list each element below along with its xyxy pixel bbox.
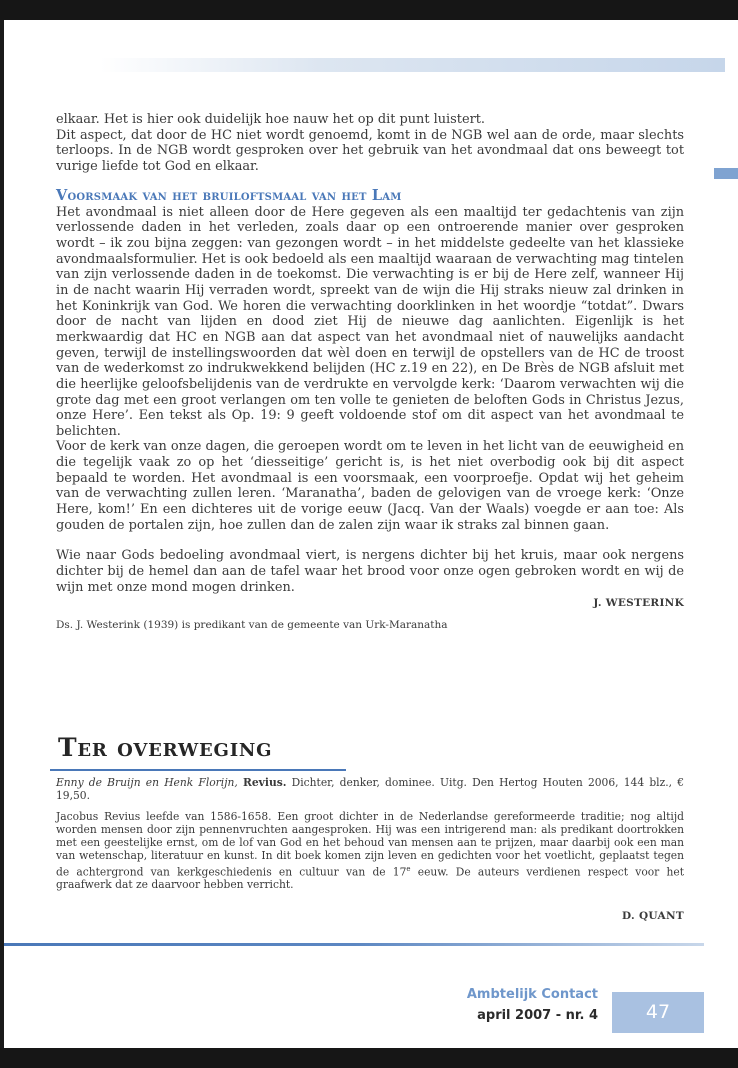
book-review [56, 776, 684, 891]
header-gradient-band [100, 58, 725, 72]
article-author: J. WESTERINK [593, 597, 684, 610]
page-frame-top [0, 0, 738, 20]
reviewer: D. QUANT [622, 910, 684, 922]
article [56, 112, 684, 631]
author-note: Ds. J. Westerink (1939) is predikant van de gemeente van Urk-Maranatha [56, 619, 448, 632]
footer-issue: april 2007 - nr. 4 [477, 1008, 598, 1023]
book-authors: Enny de Bruijn en Henk Florijn, [56, 776, 238, 789]
book-citation [56, 776, 684, 802]
review-body-superscript: e [406, 864, 411, 873]
book-details: Dichter, denker, dominee. Uitg. Den Hertog Houten 2006, 144 blz., € 19,50. [56, 776, 685, 803]
side-tab-marker [714, 168, 738, 179]
article-paragraph: Wie naar Gods bedoeling avondmaal viert, is nergens dichter bij het kruis, maar ook nergens dichter bij de hemel dan aan de tafel waar het brood voor onze ogen gebroken wordt en wij de wijn met onze mond mogen drinken. [56, 548, 684, 595]
review-body [56, 810, 684, 891]
page-frame-bottom [0, 1048, 738, 1068]
section-title: Ter overweging [58, 733, 273, 762]
section-title-underline [50, 769, 346, 771]
footer-rule [4, 943, 704, 946]
page-frame-left [0, 20, 4, 1048]
article-subheading [56, 187, 684, 205]
article-paragraph: Voor de kerk van onze dagen, die geroepen wordt om te leven in het licht van de eeuwigheid en die tegelijk vaak zo op het ‘diesseitige’ gericht is, is het niet overbodig ook bij dit aspect bepaald te worden. Het avondmaal is een voorsmaak, een voorproefje. Opdat wij het geheim van de verwachting zullen leren. ‘Maranatha’, baden de gelovigen van de vroege kerk: ‘Onze Here, kom!’ En een dichteres uit de vorige eeuw (Jacq. Van der Waals) voegde er aan toe: Als gouden de portalen zijn, hoe zullen dan de zalen zijn waar ik straks zal binnen gaan. [56, 439, 684, 533]
review-body-part1: Jacobus Revius leefde van 1586-1658. Een groot dichter in de Nederlandse gereformeerde traditie; nog altijd worden mensen door zijn pennenvruchten aangesproken. Hij was een intrigerend man: als predikant doortrokken met een geestelijke ernst, om de lof van God en het behoud van mensen aan te prijzen, maar daarbij ook een man van wetenschap, literatuur en kunst. In dit boek komen zijn leven en gedichten voor het voetlicht, geplaatst tegen de achtergrond van kerkgeschiedenis en cultuur van de 17 [56, 810, 684, 879]
article-subheading-text: Voorsmaak van het bruiloftsmaal van het Lam [56, 186, 402, 204]
article-paragraph: Dit aspect, dat door de HC niet wordt genoemd, komt in de NGB wel aan de orde, maar slechts terloops. In de NGB wordt gesproken over het gebruik van het avondmaal dat ons beweegt tot vurige liefde tot God en elkaar. [56, 127, 684, 174]
book-title: Revius. [243, 776, 287, 789]
article-paragraph: elkaar. Het is hier ook duidelijk hoe nauw het op dit punt luistert. [56, 112, 486, 127]
footer-magazine-name: Ambtelijk Contact [466, 987, 598, 1002]
article-paragraph: Het avondmaal is niet alleen door de Here gegeven als een maaltijd ter gedachtenis van zijn verlossende daden in het verleden, zoals daar op een ontroerende manier over gesproken wordt – ik zou bijna zeggen: van gezongen wordt – in het middelste gedeelte van het klassieke avondmaalsformulier. Het is ook bedoeld als een maaltijd waaraan de verwachting mag tintelen van zijn verlossende daden in de toekomst. Die verwachting is er bij de Here zelf, wanneer Hij in de nacht waarin Hij verraden wordt, spreekt van de wijn die Hij straks nieuw zal drinken in het Koninkrijk van God. We horen die verwachting doorklinken in het woordje “totdat”. Dwars door de nacht van lijden en dood ziet Hij de nieuwe dag aanlichten. Eigenlijk is het merkwaardig dat HC en NGB aan dat aspect van het avondmaal niet of nauwelijks aandacht geven, terwijl de instellingswoorden dat wèl doen en terwijl de opstellers van de HC de troost van de wederkomst zo indrukwekkend belijden (HC z.19 en 22), en De Brès de NGB afsluit met die heerlijke geloofsbelijdenis van de verdrukte en vervolgde kerk: ‘Daarom verwachten wij die grote dag met een groot verlangen om ten volle te genieten de beloften Gods in Christus Jezus, onze Here’. Een tekst als Op. 19: 9 geeft voldoende stof om dit aspect van het avondmaal te belichten. [56, 204, 684, 439]
page-number: 47 [645, 1001, 671, 1023]
review-body-part2: eeuw. De auteurs verdienen respect voor het graafwerk dat ze daarvoor hebben verricht. [56, 865, 684, 892]
